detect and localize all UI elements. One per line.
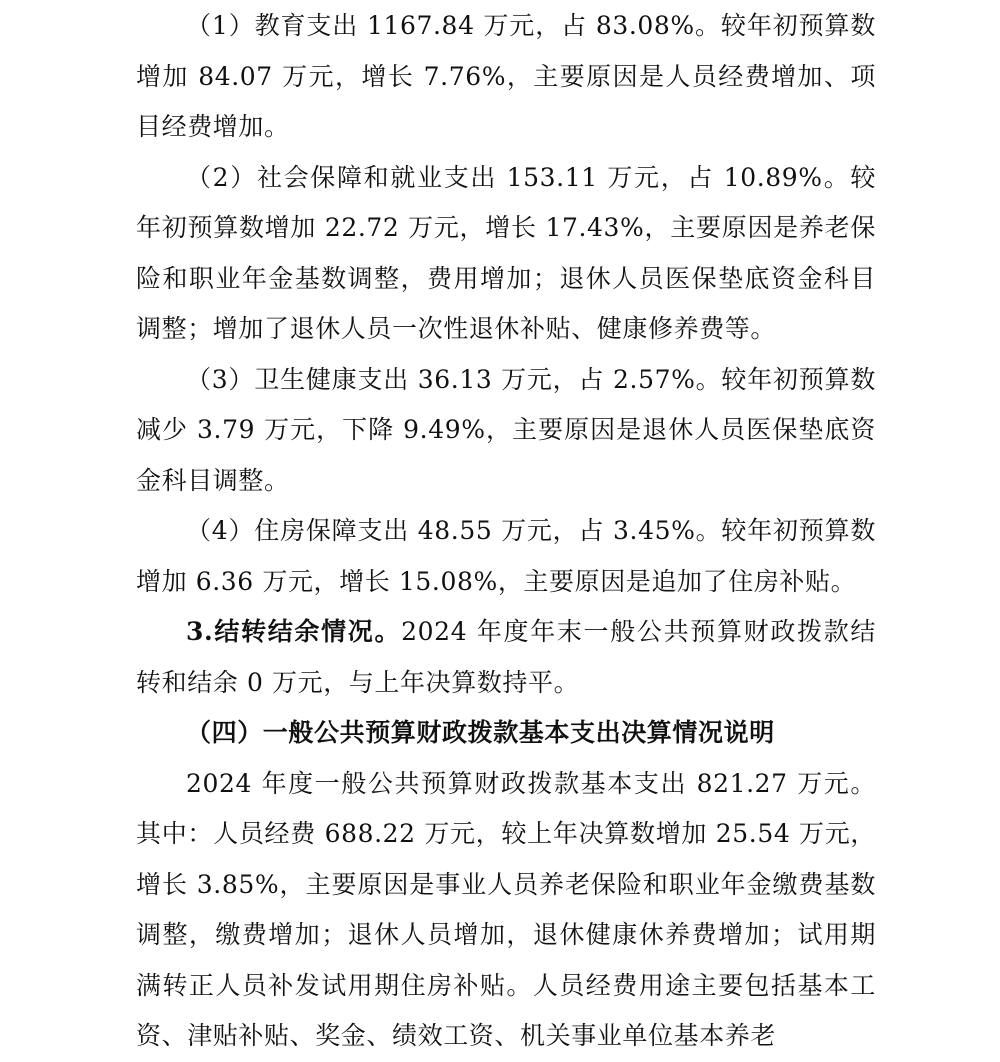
carryover-body: 2024 年度年末一般公共预算财政拨款结转和结余 0 万元，与上年决算数持平。	[136, 617, 876, 697]
paragraph-basic-expenditure: 2024 年度一般公共预算财政拨款基本支出 821.27 万元。其中：人员经费 688.22 万元，较上年决算数增加 25.54 万元，增长 3.85%，主要原因是事业人员养老保险和职业年金缴费基数调整，缴费增加；退休人员增加，退休健康休养费增加；试用期满转正人员补发试用期住房补贴。人员经费用途主要包括基本工资、津贴补贴、奖金、绩效工资、机关事业单位基本养老	[136, 768, 876, 1050]
paragraph-carryover-balance	[136, 607, 876, 708]
paragraph-education-expenditure: （1）教育支出 1167.84 万元，占 83.08%。较年初预算数增加 84.07 万元，增长 7.76%，主要原因是人员经费增加、项目经费增加。	[136, 11, 876, 141]
paragraph-housing-expenditure: （4）住房保障支出 48.55 万元，占 3.45%。较年初预算数增加 6.36 万元，增长 15.08%，主要原因是追加了住房补贴。	[136, 516, 876, 596]
paragraph-health-expenditure: （3）卫生健康支出 36.13 万元，占 2.57%。较年初预算数减少 3.79 万元，下降 9.49%，主要原因是退休人员医保垫底资金科目调整。	[136, 364, 876, 495]
carryover-lead: 3.结转结余情况。	[186, 617, 402, 646]
document-page	[136, 0, 876, 1062]
paragraph-social-security-expenditure: （2）社会保障和就业支出 153.11 万元，占 10.89%。较年初预算数增加 22.72 万元，增长 17.43%，主要原因是养老保险和职业年金基数调整，费用增加；退休人员医保垫底资金科目调整；增加了退休人员一次性退休补贴、健康修养费等。	[136, 162, 876, 343]
section-heading-basic-expenditure: （四）一般公共预算财政拨款基本支出决算情况说明	[186, 718, 775, 747]
